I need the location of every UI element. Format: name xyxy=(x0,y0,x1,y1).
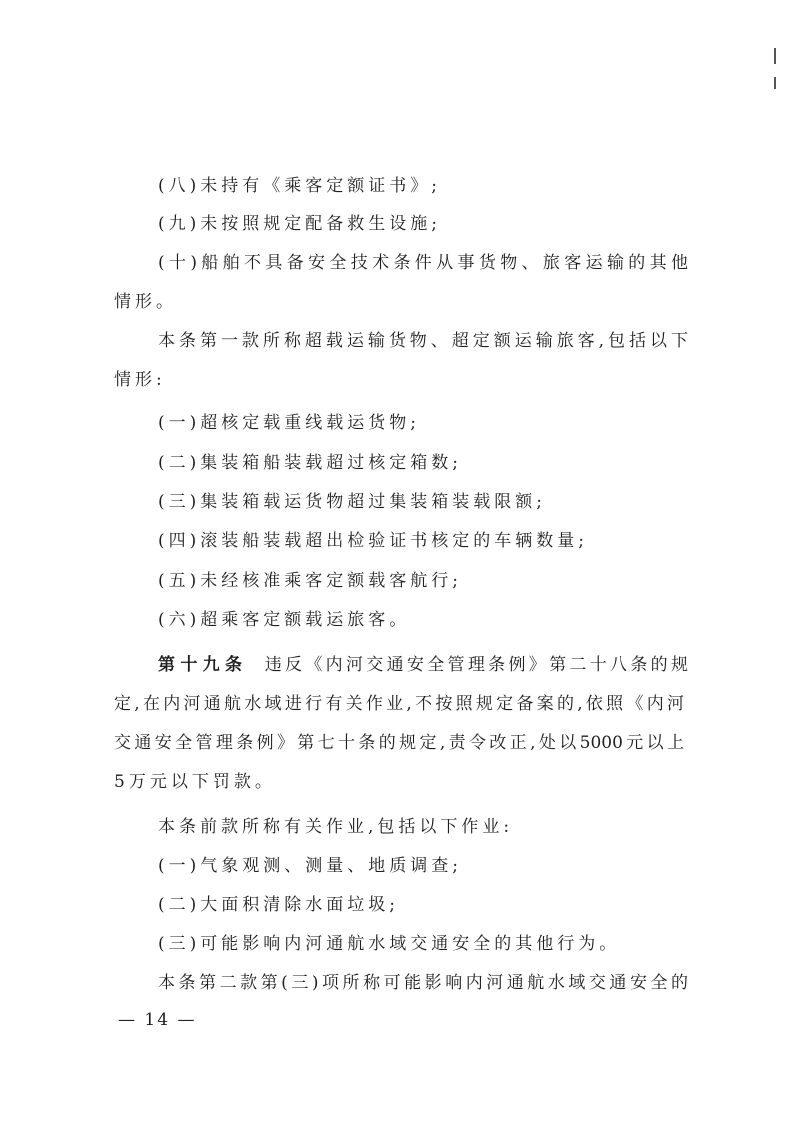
text-line: (一)气象观测、测量、地质调查; xyxy=(158,856,462,876)
text-line: 本条第一款所称超载运输货物、超定额运输旅客,包括以下 xyxy=(158,331,688,351)
text-line: (三)集装箱载运货物超过集装箱装载限额; xyxy=(158,492,546,512)
text-line: (四)滚装船装载超出检验证书核定的车辆数量; xyxy=(158,531,588,551)
text-line: 5万元以下罚款。 xyxy=(114,772,276,792)
text-line: (一)超核定载重线载运货物; xyxy=(158,413,420,433)
article-heading: 第十九条 xyxy=(158,655,248,675)
text-line: 本条第二款第(三)项所称可能影响内河通航水域交通安全的 xyxy=(158,973,688,993)
page-number: — 14 — xyxy=(118,1010,197,1030)
scan-mark xyxy=(774,77,776,89)
text-line: 情形。 xyxy=(114,292,177,312)
text-line: (五)未经核准乘客定额载客航行; xyxy=(158,571,462,591)
text-line: 情形: xyxy=(114,370,166,390)
text-line: (八)未持有《乘客定额证书》; xyxy=(158,176,441,196)
article-line xyxy=(158,653,688,677)
scan-mark xyxy=(774,48,776,64)
text-line: (二)集装箱船装载超过核定箱数; xyxy=(158,453,462,473)
text-line: 交通安全管理条例》第七十条的规定,责令改正,处以5000元以上 xyxy=(114,733,684,753)
text-line: (二)大面积清除水面垃圾; xyxy=(158,895,399,915)
article-text: 违反《内河交通安全管理条例》第二十八条的规 xyxy=(264,655,689,675)
text-line: (十)船舶不具备安全技术条件从事货物、旅客运输的其他 xyxy=(158,253,688,273)
text-line: (六)超乘客定额载运旅客。 xyxy=(158,610,411,630)
text-line: 本条前款所称有关作业,包括以下作业: xyxy=(158,817,514,837)
text-line: (九)未按照规定配备救生设施; xyxy=(158,214,441,234)
text-line: (三)可能影响内河通航水域交通安全的其他行为。 xyxy=(158,934,621,954)
text-line: 定,在内河通航水域进行有关作业,不按照规定备案的,依照《内河 xyxy=(114,694,684,714)
